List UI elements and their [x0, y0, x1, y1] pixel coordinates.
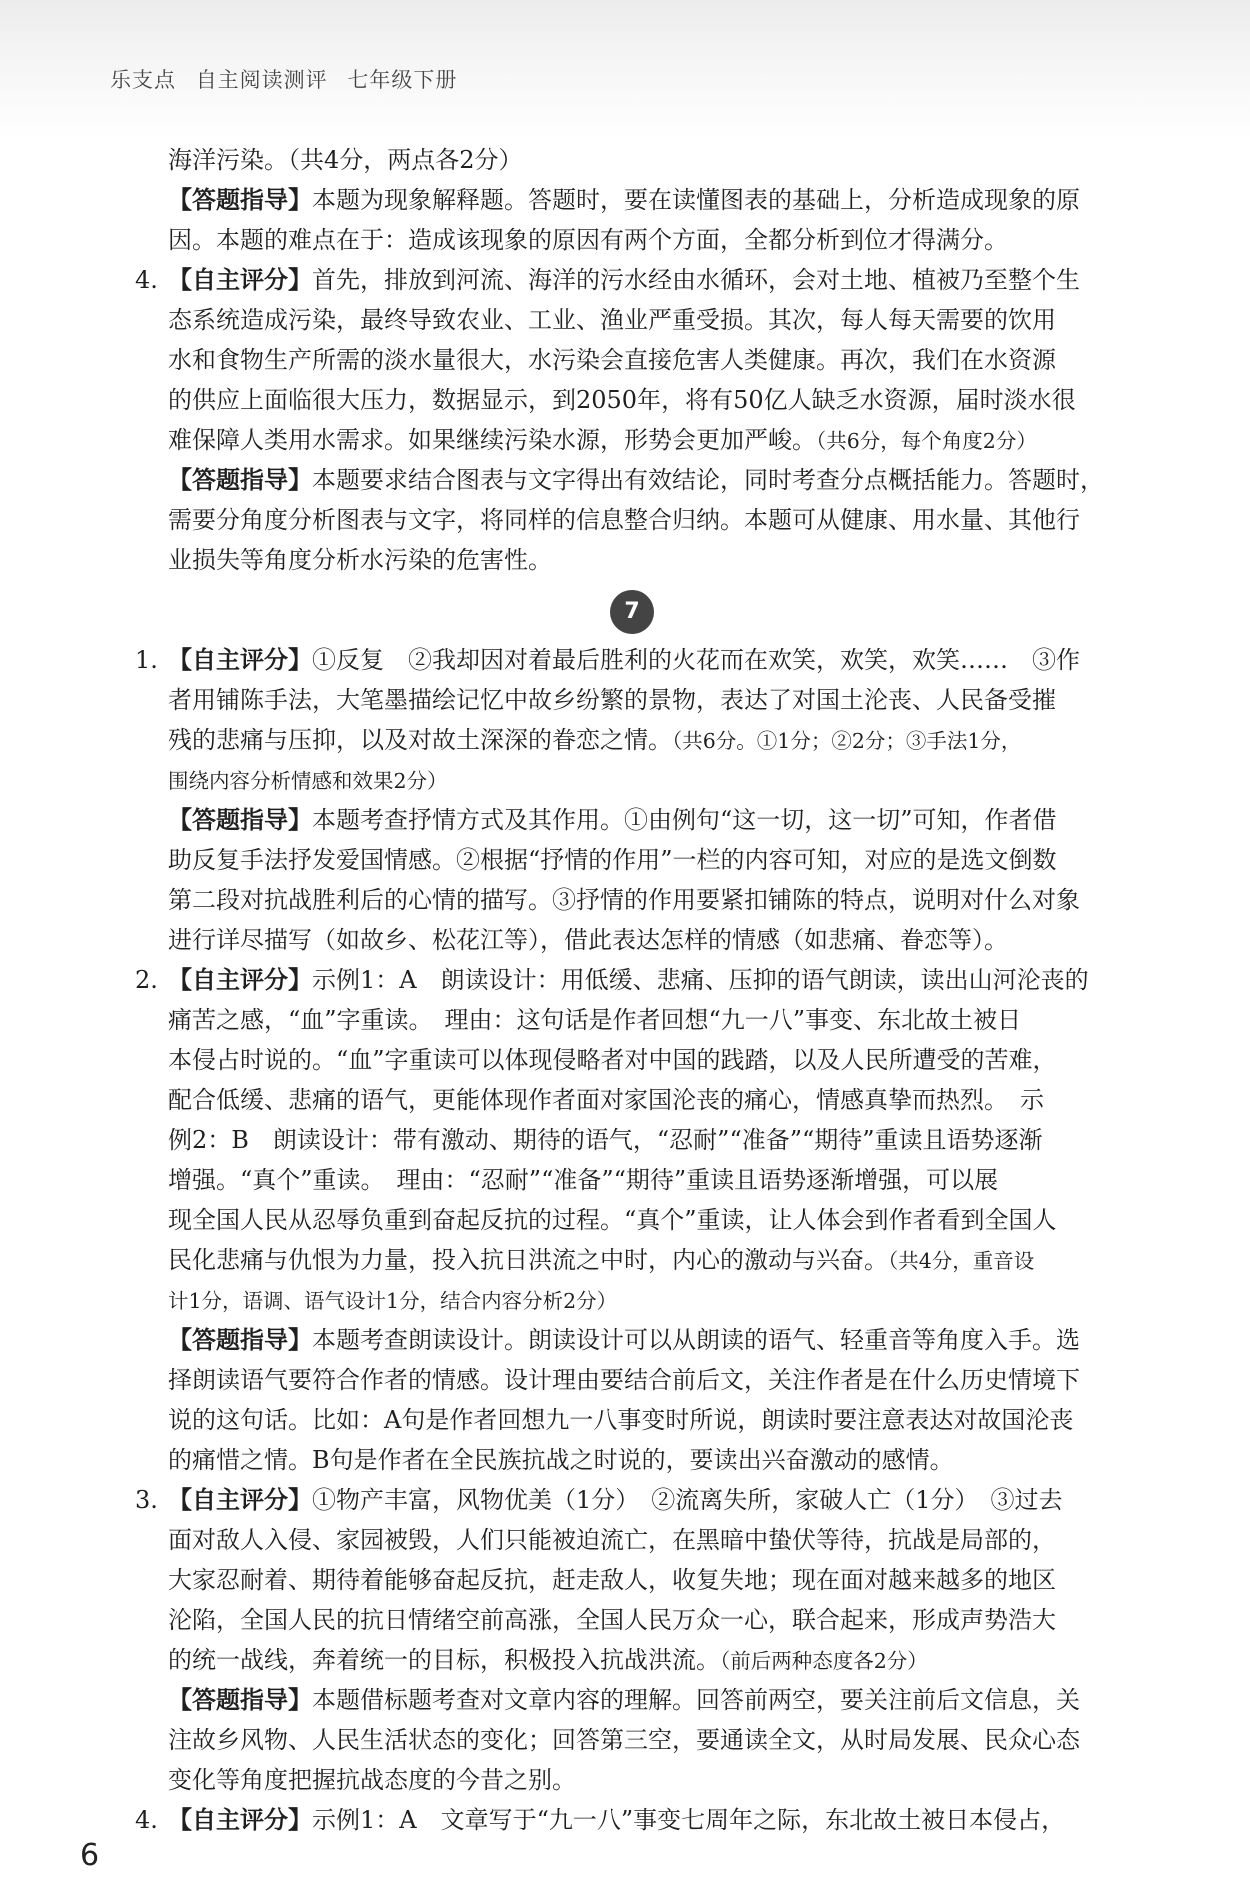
text-line: 面对敌人入侵、家园被毁，人们只能被迫流亡，在黑暗中蛰伏等待，抗战是局部的，: [168, 1526, 1056, 1554]
guide-line: 【答题指导】本题借标题考查对文章内容的理解。回答前两空，要关注前后文信息，关: [168, 1685, 1080, 1714]
text-line: 例2：B 朗读设计：带有激动、期待的语气，“忍耐”“准备”“期待”重读且语势逐渐: [168, 1126, 1043, 1154]
text-line: 注故乡风物、人民生活状态的变化；回答第三空，要通读全文，从时局发展、民众心态: [168, 1726, 1080, 1754]
text-line: 痛苦之感，“血”字重读。 理由：这句话是作者回想“九一八”事变、东北故土被日: [168, 1006, 1022, 1034]
score-note: 围绕内容分析情感和效果2分）: [168, 769, 448, 793]
header-grade: 七年级下册: [347, 68, 458, 92]
text-line: [135, 1280, 1130, 1320]
score-note: （共6分，每个角度2分）: [816, 429, 1037, 453]
guide-line: 【答题指导】本题考查抒情方式及其作用。①由例句“这一切，这一切”可知，作者借: [168, 805, 1057, 834]
guide-line: 【答题指导】本题要求结合图表与文字得出有效结论，同时考查分点概括能力。答题时，: [168, 465, 1104, 494]
text-line: 民化悲痛与仇恨为力量，投入抗日洪流之中时，内心的激动与兴奋。（共4分，重音设: [168, 1246, 1035, 1274]
text-line: 需要分角度分析图表与文字，将同样的信息整合归纳。本题可从健康、用水量、其他行: [168, 506, 1080, 534]
text-line: 者用铺陈手法，大笔墨描绘记忆中故乡纷繁的景物，表达了对国土沦丧、人民备受摧: [168, 686, 1056, 714]
header-series: 自主阅读测评: [195, 68, 328, 92]
guide-line: 【答题指导】本题考查朗读设计。朗读设计可以从朗读的语气、轻重音等角度入手。选: [168, 1325, 1080, 1354]
text-line: 态系统造成污染，最终导致农业、工业、渔业严重受损。其次，每人每天需要的饮用: [168, 306, 1056, 334]
text-line: 难保障人类用水需求。如果继续污染水源，形势会更加严峻。（共6分，每个角度2分）: [168, 426, 1037, 454]
guide-line: 【答题指导】本题为现象解释题。答题时，要在读懂图表的基础上，分析造成现象的原: [168, 185, 1080, 214]
score-note: （前后两种态度各2分）: [720, 1649, 928, 1673]
text-line: 助反复手法抒发爱国情感。②根据“抒情的作用”一栏的内容可知，对应的是选文倒数: [168, 846, 1057, 874]
question-4-answer: 4. 【自主评分】首先，排放到河流、海洋的污水经由水循环，会对土地、植被乃至整个生: [135, 265, 1080, 294]
text-line: 变化等角度把握抗战态度的今昔之别。: [168, 1766, 576, 1794]
text-line: 水和食物生产所需的淡水量很大，水污染会直接危害人类健康。再次，我们在水资源: [168, 346, 1056, 374]
text-line: 择朗读语气要符合作者的情感。设计理由要结合前后文，关注作者是在什么历史情境下: [168, 1366, 1080, 1394]
text-line: [135, 760, 1130, 800]
score-note: （共6分。①1分；②2分；③手法1分，: [672, 729, 1022, 753]
running-header: [110, 64, 457, 94]
text-line: 的痛惜之情。B句是作者在全民族抗战之时说的，要读出兴奋激动的感情。: [168, 1446, 954, 1474]
score-note: 计1分，语调、语气设计1分，结合内容分析2分）: [168, 1289, 618, 1313]
question-2-answer: 2. 【自主评分】示例1：A 朗读设计：用低缓、悲痛、压抑的语气朗读，读出山河沦丧的: [135, 965, 1089, 994]
question-4-answer: 4. 【自主评分】示例1：A 文章写于“九一八”事变七周年之际，东北故土被日本侵占，: [135, 1805, 1066, 1834]
score-note: （共4分，重音设: [888, 1249, 1035, 1273]
question-1-answer: 1. 【自主评分】①反复 ②我却因对着最后胜利的火花而在欢笑，欢笑，欢笑…… ③作: [135, 645, 1080, 674]
header-brand: 乐支点: [110, 68, 176, 92]
text-line: 配合低缓、悲痛的语气，更能体现作者面对家国沦丧的痛心，情感真挚而热烈。 示: [168, 1086, 1044, 1114]
text-line: 的统一战线，奔着统一的目标，积极投入抗战洪流。（前后两种态度各2分）: [168, 1646, 928, 1674]
text-line: 海洋污染。（共4分，两点各2分）: [168, 146, 523, 174]
text-line: 进行详尽描写（如故乡、松花江等），借此表达怎样的情感（如悲痛、眷恋等）。: [168, 926, 1008, 954]
page-number: 6: [80, 1838, 100, 1873]
question-3-answer: 3. 【自主评分】①物产丰富，风物优美（1分） ②流离失所，家破人亡（1分） ③过去: [135, 1485, 1063, 1514]
text-line: 增强。“真个”重读。 理由：“忍耐”“准备”“期待”重读且语势逐渐增强，可以展: [168, 1166, 999, 1194]
section-number-badge: 7: [610, 590, 654, 634]
text-line: 第二段对抗战胜利后的心情的描写。③抒情的作用要紧扣铺陈的特点，说明对什么对象: [168, 886, 1080, 914]
text-line: 现全国人民从忍辱负重到奋起反抗的过程。“真个”重读，让人体会到作者看到全国人: [168, 1206, 1057, 1234]
text-line: 残的悲痛与压抑，以及对故土深深的眷恋之情。（共6分。①1分；②2分；③手法1分，: [168, 726, 1022, 754]
section-separator: [135, 580, 1130, 640]
text-line: 大家忍耐着、期待着能够奋起反抗，赶走敌人，收复失地；现在面对越来越多的地区: [168, 1566, 1056, 1594]
text-line: 业损失等角度分析水污染的危害性。: [168, 546, 552, 574]
text-line: 因。本题的难点在于：造成该现象的原因有两个方面，全都分析到位才得满分。: [168, 226, 1008, 254]
text-line: 说的这句话。比如：A句是作者回想九一八事变时所说，朗读时要注意表达对故国沦丧: [168, 1406, 1074, 1434]
answer-content: [135, 140, 1130, 1840]
text-line: 本侵占时说的。“血”字重读可以体现侵略者对中国的践踏，以及人民所遭受的苦难，: [168, 1046, 1057, 1074]
text-line: 沦陷，全国人民的抗日情绪空前高涨，全国人民万众一心，联合起来，形成声势浩大: [168, 1606, 1056, 1634]
text-line: 的供应上面临很大压力，数据显示，到2050年，将有50亿人缺乏水资源，届时淡水很: [168, 386, 1076, 414]
